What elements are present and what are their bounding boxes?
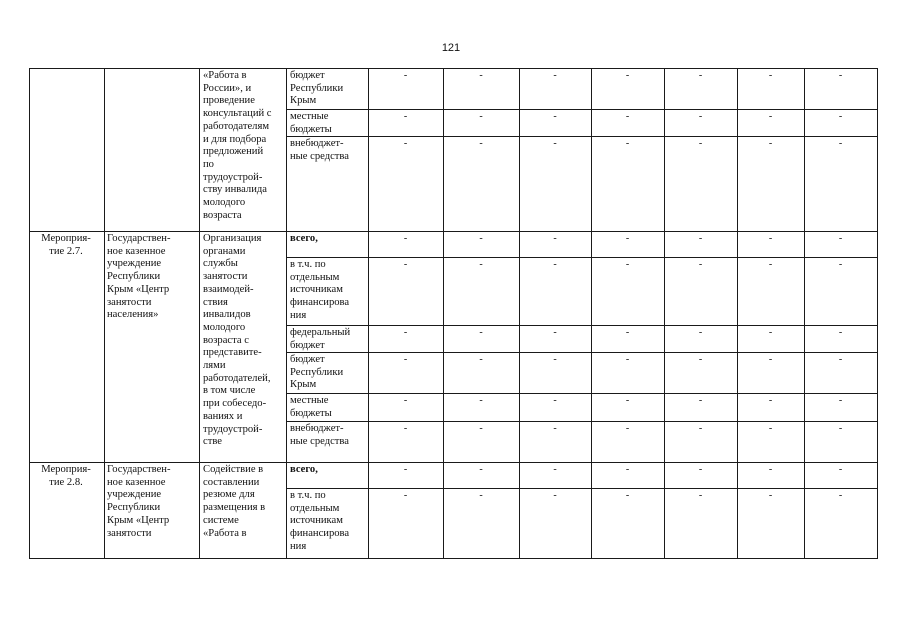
value-empty: - [768,138,773,149]
responsible-organisation: Крым «Центр [107,514,170,526]
value-empty: - [838,138,843,149]
value-empty: - [625,490,630,501]
value-empty: - [553,70,557,81]
responsible-organisation: занятости [107,296,152,308]
row-border [29,462,878,463]
value-empty: - [403,395,408,406]
column-border [443,68,444,558]
value-empty: - [768,354,773,365]
column-border [29,68,30,558]
funding-source: ния [290,540,307,552]
funding-source: местные [290,395,329,406]
column-border [519,68,520,558]
value-empty: - [403,111,408,122]
funding-source: финансирова [290,528,350,540]
description-line: России», и [203,82,252,94]
responsible-organisation: учреждение [107,258,162,270]
description-line: работодателям [203,120,270,132]
value-empty: - [625,138,630,149]
funding-source: федеральный [290,327,351,338]
funding-source: бюджет [290,354,325,365]
value-empty: - [838,233,843,244]
value-empty: - [625,327,630,338]
value-empty: - [698,233,703,244]
value-empty: - [838,327,843,338]
value-empty: - [625,464,630,475]
value-empty: - [838,354,843,365]
row-border [286,352,878,353]
value-empty: - [768,395,773,406]
responsible-organisation: ное казенное [107,245,166,257]
column-border [804,68,805,558]
description-line: трудоустрой- [203,171,263,183]
funding-source: источникам [290,515,343,527]
row-border [29,68,878,69]
value-empty: - [479,354,483,365]
row-border [286,109,878,110]
value-empty: - [625,233,630,244]
page-number: 121 [441,42,461,54]
description-line: проведение [203,95,255,107]
description-line: «Работа в [203,527,247,539]
funding-table [29,68,877,558]
value-empty: - [698,464,703,475]
value-empty: - [403,233,408,244]
description-line: службы [203,258,238,270]
measure-number: тие 2.8. [49,476,83,488]
description-line: инвалидов [203,309,251,321]
value-empty: - [479,395,483,406]
column-border [368,68,369,558]
responsible-organisation: учреждение [107,489,162,501]
responsible-organisation: Государствен- [107,464,171,475]
value-empty: - [698,395,703,406]
column-border [877,68,878,558]
responsible-organisation: Государствен- [107,233,171,244]
value-empty: - [553,354,557,365]
responsible-organisation: населения» [107,309,159,321]
value-empty: - [838,423,843,434]
funding-source: всего, [290,233,318,244]
value-empty: - [625,395,630,406]
value-empty: - [625,354,630,365]
value-empty: - [553,138,557,149]
value-empty: - [625,70,630,81]
value-empty: - [698,354,703,365]
value-empty: - [768,233,773,244]
description-line: предложений [203,146,264,158]
value-empty: - [479,70,483,81]
funding-source: в т.ч. по [290,490,326,501]
value-empty: - [403,354,408,365]
description-line: Организация [203,233,262,244]
funding-source: бюджет [290,70,325,81]
value-empty: - [479,464,483,475]
description-line: ваниях и [203,410,243,422]
value-empty: - [479,111,483,122]
funding-source: бюджеты [290,123,332,135]
funding-source: местные [290,111,329,122]
row-border [286,488,878,489]
value-empty: - [698,138,703,149]
description-line: работодателей, [203,372,271,384]
row-border [286,421,878,422]
column-border [737,68,738,558]
value-empty: - [479,423,483,434]
value-empty: - [479,490,483,501]
value-empty: - [768,259,773,270]
description-line: по [203,158,214,170]
description-line: «Работа в [203,70,247,81]
responsible-organisation: Республики [107,502,161,514]
value-empty: - [553,327,557,338]
funding-source: бюджеты [290,407,332,419]
value-empty: - [403,423,408,434]
value-empty: - [698,423,703,434]
value-empty: - [838,490,843,501]
description-line: Содействие в [203,464,264,475]
description-line: при собеседо- [203,398,267,410]
description-line: трудоустрой- [203,423,263,435]
description-line: размещения в [203,502,266,514]
value-empty: - [698,259,703,270]
value-empty: - [838,259,843,270]
responsible-organisation: Республики [107,271,161,283]
value-empty: - [403,464,408,475]
description-line: представите- [203,347,262,359]
description-line: системе [203,514,239,526]
funding-source: отдельным [290,271,340,283]
description-line: молодого [203,197,246,208]
row-border [286,393,878,394]
column-border [199,68,200,558]
description-line: молодого [203,321,246,333]
description-line: консультаций с [203,108,272,120]
row-border [29,231,878,232]
value-empty: - [479,138,483,149]
value-empty: - [403,259,408,270]
value-empty: - [768,423,773,434]
value-empty: - [625,423,630,434]
row-border [29,558,878,559]
value-empty: - [553,395,557,406]
value-empty: - [838,464,843,475]
value-empty: - [403,327,408,338]
value-empty: - [403,138,408,149]
value-empty: - [768,464,773,475]
description-line: взаимодей- [203,283,254,295]
description-line: ствия [203,296,228,308]
funding-source: Крым [290,379,317,391]
funding-source: бюджет [290,339,325,351]
value-empty: - [838,111,843,122]
funding-source: источникам [290,284,343,296]
value-empty: - [698,111,703,122]
value-empty: - [768,490,773,501]
description-line: возраста с [203,334,249,346]
measure-number: тие 2.7. [49,245,83,257]
value-empty: - [625,259,630,270]
description-line: ству инвалида [203,184,267,196]
funding-source: всего, [290,464,318,475]
value-empty: - [553,233,557,244]
column-border [664,68,665,558]
column-border [286,68,287,558]
value-empty: - [838,395,843,406]
funding-source: финансирова [290,297,350,309]
description-line: стве [203,436,222,448]
value-empty: - [768,327,773,338]
description-line: и для подбора [203,133,267,145]
funding-source: внебюджет- [290,423,344,434]
column-border [104,68,105,558]
funding-source: внебюджет- [290,138,344,149]
funding-source: ния [290,309,307,321]
value-empty: - [403,490,408,501]
description-line: занятости [203,271,248,283]
description-line: составлении [203,476,260,488]
funding-source: Республики [290,366,344,378]
funding-source: ные средства [290,150,349,162]
funding-source: Крым [290,95,317,107]
responsible-organisation: ное казенное [107,476,166,488]
description-line: лями [203,360,226,371]
row-border [286,257,878,258]
responsible-organisation: занятости [107,527,152,539]
row-border [286,136,878,137]
responsible-organisation: Крым «Центр [107,283,170,295]
description-line: в том числе [203,385,256,397]
value-empty: - [698,327,703,338]
measure-number: Мероприя- [41,464,91,475]
value-empty: - [698,70,703,81]
row-border [286,325,878,326]
value-empty: - [698,490,703,501]
value-empty: - [768,111,773,122]
value-empty: - [768,70,773,81]
value-empty: - [625,111,630,122]
value-empty: - [553,423,557,434]
funding-source: отдельным [290,502,340,514]
description-line: резюме для [203,489,255,501]
column-border [591,68,592,558]
funding-source: в т.ч. по [290,259,326,270]
value-empty: - [553,259,557,270]
value-empty: - [403,70,408,81]
value-empty: - [838,70,843,81]
value-empty: - [479,327,483,338]
description-line: возраста [203,209,242,221]
value-empty: - [479,233,483,244]
funding-source: Республики [290,82,344,94]
funding-source: ные средства [290,435,349,447]
value-empty: - [479,259,483,270]
value-empty: - [553,111,557,122]
description-line: органами [203,245,246,257]
value-empty: - [553,490,557,501]
value-empty: - [553,464,557,475]
measure-number: Мероприя- [41,233,91,244]
